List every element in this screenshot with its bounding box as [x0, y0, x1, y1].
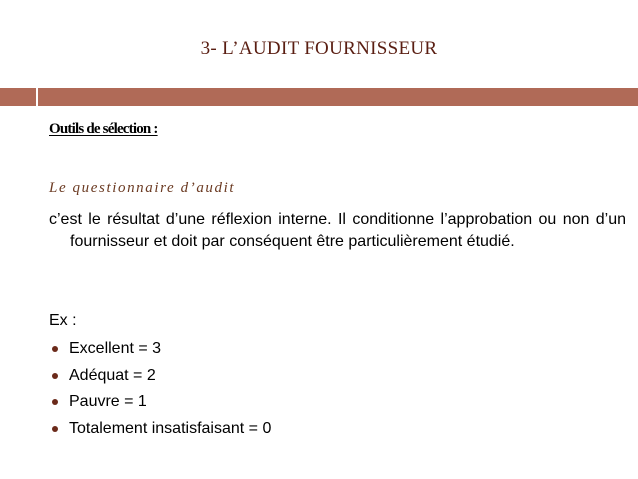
section-heading: Outils de sélection :	[49, 121, 158, 137]
list-item	[49, 366, 271, 393]
bullet-icon	[52, 373, 58, 379]
list-item-text: Adéquat = 2	[69, 366, 156, 384]
list-item-text: Totalement insatisfaisant = 0	[69, 419, 272, 437]
slide-title: 3- L’AUDIT FOURNISSEUR	[200, 38, 438, 59]
list-item-text: Pauvre = 1	[69, 393, 147, 410]
section-label: Le questionnaire d’audit	[49, 180, 236, 196]
rating-list	[49, 339, 271, 445]
body-paragraph: c’est le résultat d’une réflexion interne. Il conditionne l’approbation ou non d’un fournisseur et doit par conséquent être particulièrement étudié.	[49, 211, 626, 250]
list-item-text: Excellent = 3	[69, 340, 162, 357]
list-item	[49, 419, 271, 446]
bullet-icon	[52, 399, 58, 405]
header-band-left	[0, 88, 36, 106]
header-band-right	[38, 88, 638, 106]
example-label: Ex :	[49, 312, 77, 329]
bullet-icon	[52, 426, 58, 432]
list-item	[49, 392, 271, 419]
list-item	[49, 339, 271, 366]
bullet-icon	[52, 346, 58, 352]
